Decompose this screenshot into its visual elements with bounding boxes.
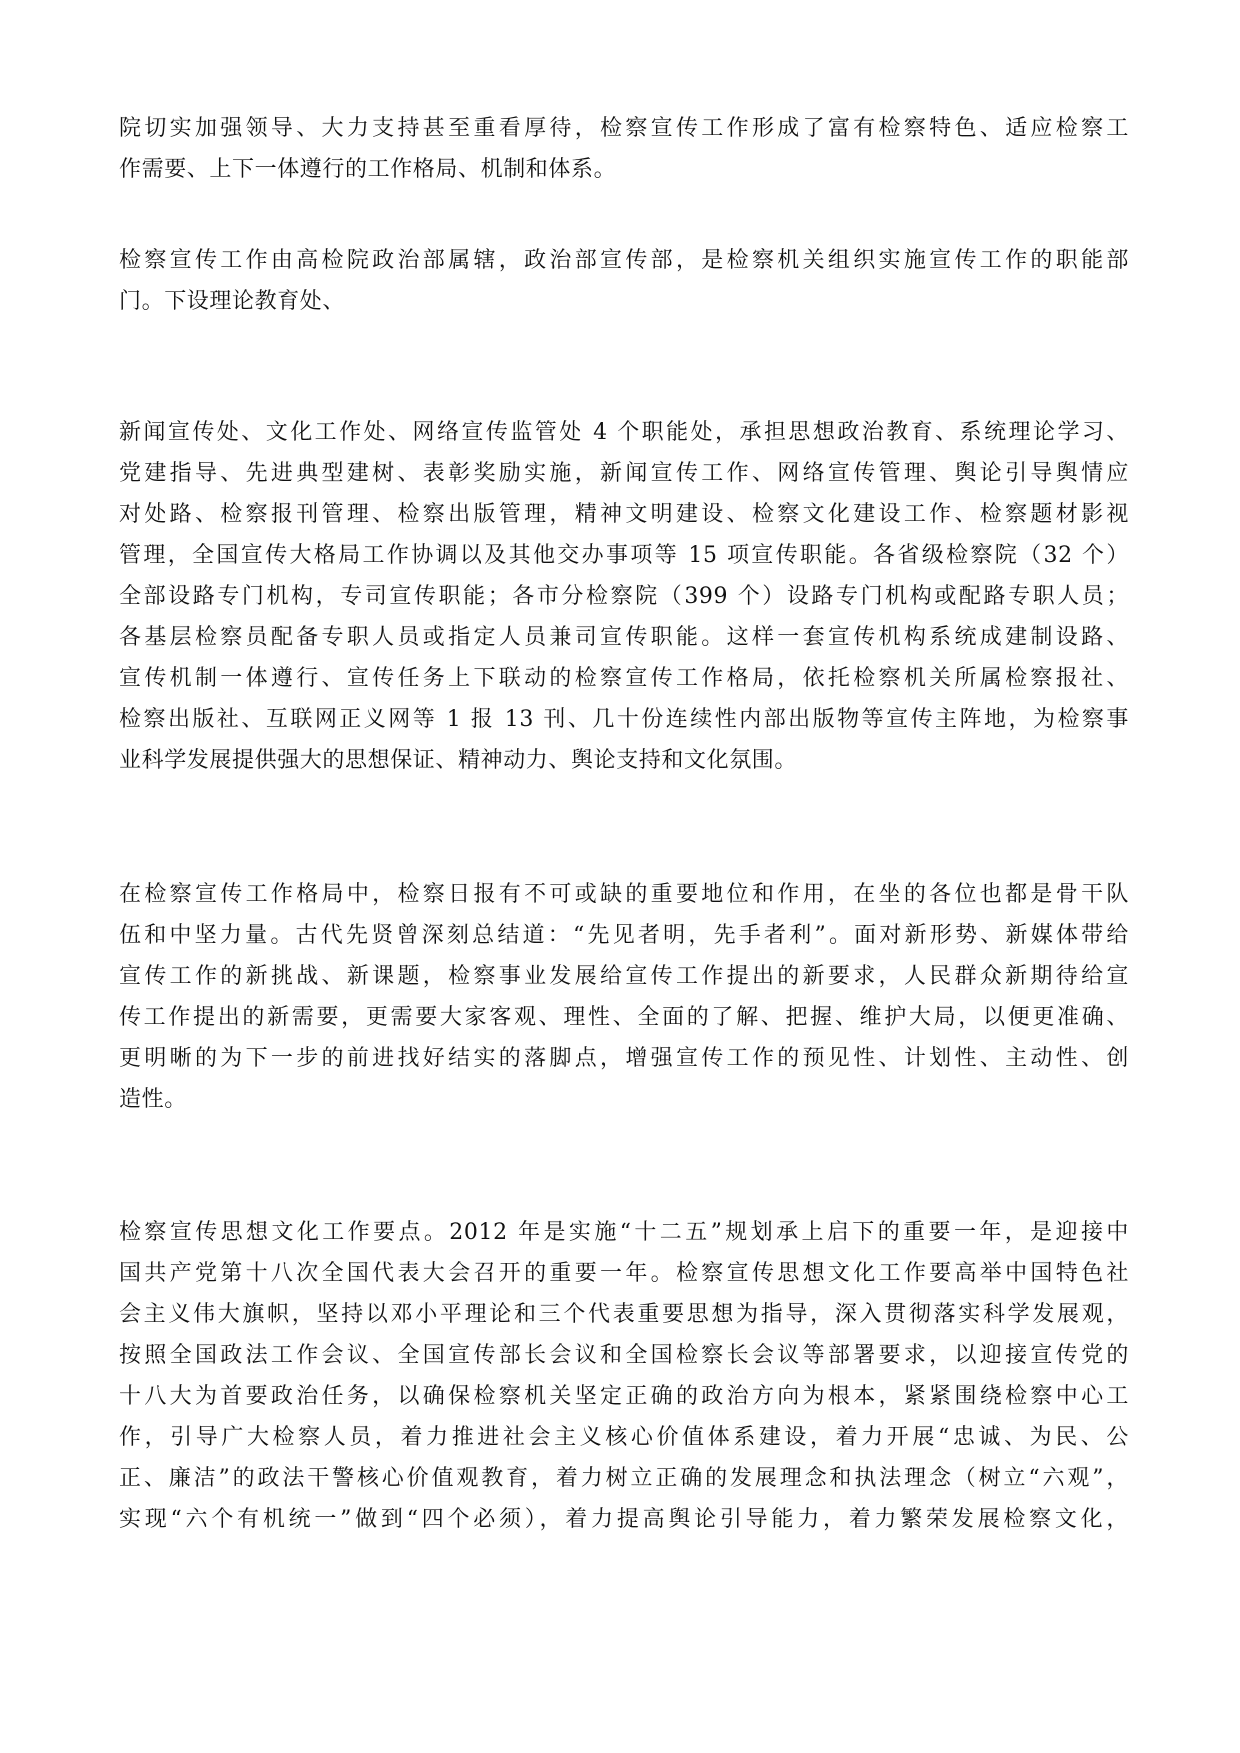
text-line: 检察宣传工作由高检院政治部属辖，政治部宣传部，是检察机关组织实施宣传工作的职能部	[119, 248, 1129, 273]
text-line: 正、廉洁”的政法干警核心价值观教育，着力树立正确的发展理念和执法理念（树立“六观”，	[119, 1466, 1129, 1491]
text-line: 各基层检察员配备专职人员或指定人员兼司宣传职能。这样一套宣传机构系统成建制设路、	[119, 625, 1129, 650]
text-line: 造性。	[119, 1087, 187, 1112]
text-line: 管理，全国宣传大格局工作协调以及其他交办事项等 15 项宣传职能。各省级检察院（32 个）	[119, 543, 1129, 568]
paragraph-2	[119, 240, 1129, 322]
text-line: 门。下设理论教育处、	[119, 289, 346, 314]
text-line: 十八大为首要政治任务，以确保检察机关坚定正确的政治方向为根本，紧紧围绕检察中心工	[119, 1384, 1129, 1409]
text-line: 会主义伟大旗帜，坚持以邓小平理论和三个代表重要思想为指导，深入贯彻落实科学发展观，	[119, 1302, 1129, 1327]
text-line: 新闻宣传处、文化工作处、网络宣传监管处 4 个职能处，承担思想政治教育、系统理论学习、	[119, 420, 1129, 445]
text-line: 实现“六个有机统一”做到“四个必须），着力提高舆论引导能力，着力繁荣发展检察文化，	[119, 1507, 1129, 1532]
paragraph-1	[119, 108, 1129, 190]
text-line: 对处路、检察报刊管理、检察出版管理，精神文明建设、检察文化建设工作、检察题材影视	[119, 502, 1129, 527]
paragraph-5	[119, 1212, 1129, 1540]
text-line: 院切实加强领导、大力支持甚至重看厚待，检察宣传工作形成了富有检察特色、适应检察工	[119, 116, 1129, 141]
paragraph-3	[119, 412, 1129, 781]
text-line: 宣传机制一体遵行、宣传任务上下联动的检察宣传工作格局，依托检察机关所属检察报社、	[119, 666, 1129, 691]
text-line: 宣传工作的新挑战、新课题，检察事业发展给宣传工作提出的新要求，人民群众新期待给宣	[119, 964, 1129, 989]
text-line: 业科学发展提供强大的思想保证、精神动力、舆论支持和文化氛围。	[119, 748, 798, 773]
text-line: 传工作提出的新需要，更需要大家客观、理性、全面的了解、把握、维护大局，以便更准确、	[119, 1005, 1129, 1030]
text-line: 作，引导广大检察人员，着力推进社会主义核心价值体系建设，着力开展“忠诚、为民、公	[119, 1425, 1129, 1450]
paragraph-4	[119, 874, 1129, 1120]
text-line: 伍和中坚力量。古代先贤曾深刻总结道：“先见者明，先手者利”。面对新形势、新媒体带给	[119, 923, 1129, 948]
text-line: 全部设路专门机构，专司宣传职能；各市分检察院（399 个）设路专门机构或配路专职人员；	[119, 584, 1129, 609]
text-line: 党建指导、先进典型建树、表彰奖励实施，新闻宣传工作、网络宣传管理、舆论引导舆情应	[119, 461, 1129, 486]
text-line: 检察出版社、互联网正义网等 1 报 13 刊、几十份连续性内部出版物等宣传主阵地，为检察事	[119, 707, 1129, 732]
text-line: 更明晰的为下一步的前进找好结实的落脚点，增强宣传工作的预见性、计划性、主动性、创	[119, 1046, 1129, 1071]
text-line: 国共产党第十八次全国代表大会召开的重要一年。检察宣传思想文化工作要高举中国特色社	[119, 1261, 1129, 1286]
text-line: 作需要、上下一体遵行的工作格局、机制和体系。	[119, 157, 617, 182]
text-line: 在检察宣传工作格局中，检察日报有不可或缺的重要地位和作用，在坐的各位也都是骨干队	[119, 882, 1129, 907]
text-line: 检察宣传思想文化工作要点。2012 年是实施“十二五”规划承上启下的重要一年，是迎接中	[119, 1220, 1129, 1245]
text-line: 按照全国政法工作会议、全国宣传部长会议和全国检察长会议等部署要求，以迎接宣传党的	[119, 1343, 1129, 1368]
